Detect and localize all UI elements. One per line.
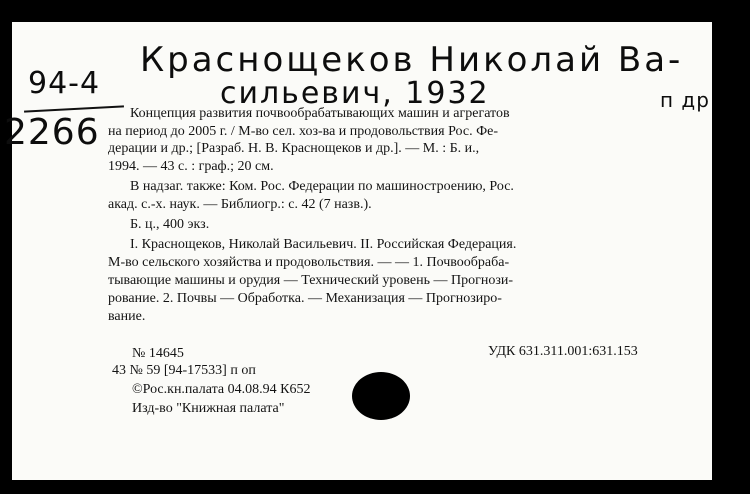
- body-line: дерации и др.; [Разраб. Н. В. Краснощеков и др.]. — М. : Б. и.,: [108, 141, 480, 156]
- body-line: 1994. — 43 с. : граф.; 20 см.: [108, 159, 274, 174]
- handwritten-tail: п др: [660, 88, 710, 112]
- body-line: М-во сельского хозяйства и продовольствия. — — 1. Почвообраба-: [108, 255, 510, 270]
- udk-code: УДК 631.311.001:631.153: [488, 344, 638, 359]
- handwritten-inventory-number: 2266: [4, 112, 100, 153]
- handwritten-author-line1: Краснощеков Николай Ва-: [140, 40, 684, 80]
- body-line: тывающие машины и орудия — Технический уровень — Прогнози-: [108, 273, 514, 288]
- publisher-line: Изд-во "Книжная палата": [132, 401, 285, 416]
- handwritten-shelf-mark: 94-4: [28, 66, 101, 101]
- body-line: вание.: [108, 309, 146, 324]
- body-line: рование. 2. Почвы — Обработка. — Механизация — Прогнозиро-: [108, 291, 502, 306]
- copyright-line: ©Рос.кн.палата 04.08.94 К652: [132, 382, 311, 397]
- handwritten-author-line2: сильевич, 1932: [220, 76, 490, 111]
- body-line: на период до 2005 г. / М-во сел. хоз-ва и продовольствия Рос. Фе-: [108, 124, 499, 139]
- body-line: Б. ц., 400 экз.: [130, 217, 210, 232]
- record-number: № 14645: [132, 346, 184, 361]
- body-line: В надзаг. также: Ком. Рос. Федерации по машиностроению, Рос.: [130, 179, 514, 194]
- body-line: I. Краснощеков, Николай Васильевич. II. Российская Федерация.: [130, 237, 517, 252]
- body-line: Концепция развития почвообрабатывающих машин и агрегатов: [130, 106, 510, 121]
- ink-blot: [352, 372, 410, 420]
- issue-line: 43 № 59 [94-17533] п оп: [112, 363, 256, 378]
- scan-border-right: [712, 0, 750, 494]
- body-line: акад. с.-х. наук. — Библиогр.: с. 42 (7 назв.).: [108, 197, 372, 212]
- scan-border-bottom: [0, 480, 750, 494]
